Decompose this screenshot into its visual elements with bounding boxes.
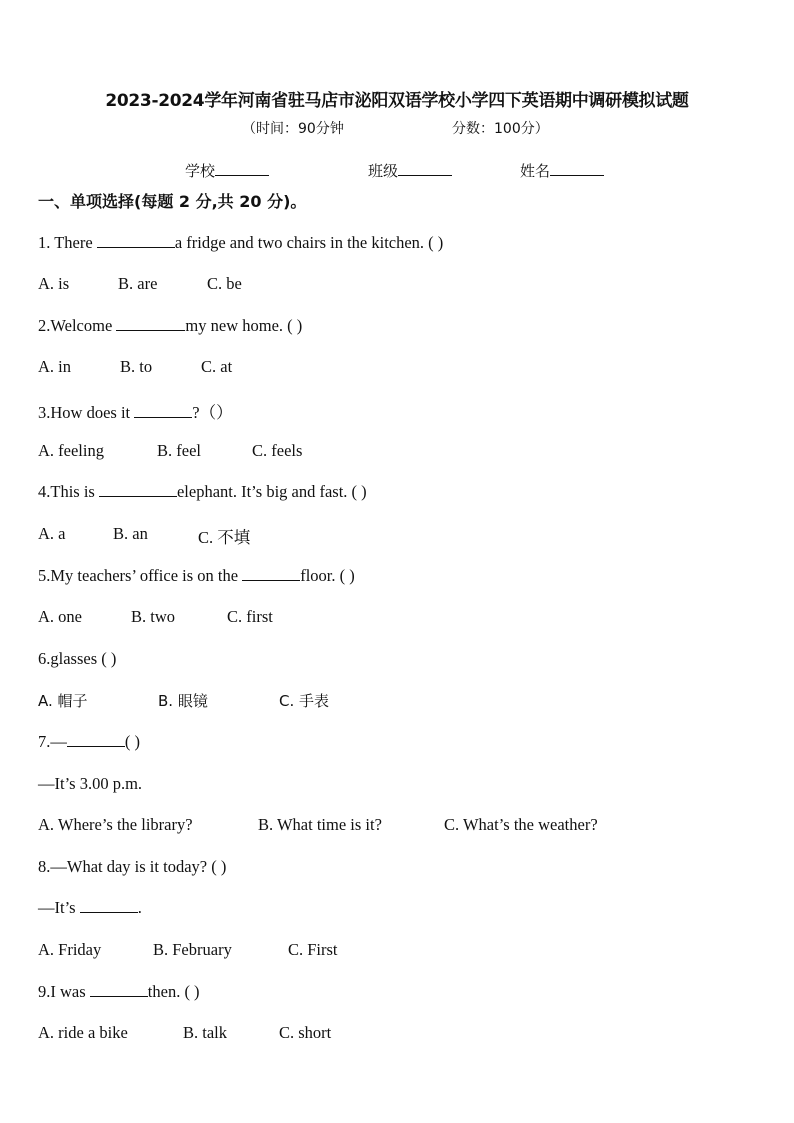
question-1-blank[interactable] <box>97 233 175 248</box>
question-9-option-a[interactable]: A. ride a bike <box>38 1023 128 1042</box>
question-1-option-a[interactable]: A. is <box>38 274 70 293</box>
class-field <box>368 160 452 181</box>
question-7-reply: —It’s 3.00 p.m. <box>38 774 143 793</box>
question-9-stem: 9.I was then. ( ) <box>38 982 200 1001</box>
school-blank[interactable] <box>215 160 269 176</box>
question-7-option-a[interactable]: A. Where’s the library? <box>38 815 193 834</box>
section-title: 一、单项选择(每题 2 分,共 20 分)。 <box>38 192 307 211</box>
school-field <box>185 160 269 181</box>
question-4-option-b[interactable]: B. an <box>113 524 148 543</box>
question-5-option-a[interactable]: A. one <box>38 607 82 626</box>
question-6-stem: 6.glasses ( ) <box>38 649 117 668</box>
question-7-stem: 7.— ( ) <box>38 732 140 751</box>
question-6-option-b[interactable]: B. 眼镜 <box>158 692 208 710</box>
question-4-blank[interactable] <box>99 482 177 497</box>
question-8-option-c[interactable]: C. First <box>288 940 338 959</box>
question-3-blank[interactable] <box>134 403 192 418</box>
question-5-blank[interactable] <box>242 566 300 581</box>
exam-title: 2023-2024学年河南省驻马店市泌阳双语学校小学四下英语期中调研模拟试题 <box>105 91 689 111</box>
question-5-stem: 5.My teachers’ office is on the floor. ( ) <box>38 566 355 585</box>
question-2-option-a[interactable]: A. in <box>38 357 71 376</box>
question-6-option-c[interactable]: C. 手表 <box>279 692 330 710</box>
question-8-reply: —It’s . <box>38 898 142 917</box>
question-5-option-c[interactable]: C. first <box>227 607 273 626</box>
name-field <box>520 160 604 181</box>
question-2-option-b[interactable]: B. to <box>120 357 153 376</box>
exam-time: （时间：90分钟 <box>242 121 344 137</box>
name-blank[interactable] <box>550 160 604 176</box>
class-blank[interactable] <box>398 160 452 176</box>
question-1-option-c[interactable]: C. be <box>207 274 242 293</box>
question-1-option-b[interactable]: B. are <box>118 274 158 293</box>
question-8-option-b[interactable]: B. February <box>153 940 232 959</box>
question-7-option-b[interactable]: B. What time is it? <box>258 815 382 834</box>
question-4-option-c[interactable]: C. 不填 <box>198 528 251 547</box>
question-7-option-c[interactable]: C. What’s the weather? <box>444 815 598 834</box>
name-label: 姓名 <box>520 162 551 180</box>
class-label: 班级 <box>368 162 399 180</box>
question-4-stem: 4.This is elephant. It’s big and fast. ( ) <box>38 482 367 501</box>
question-1-stem: 1. There a fridge and two chairs in the kitchen. ( ) <box>38 233 444 252</box>
question-3-option-c[interactable]: C. feels <box>252 441 303 460</box>
question-3-option-a[interactable]: A. feeling <box>38 441 104 460</box>
question-3-option-b[interactable]: B. feel <box>157 441 201 460</box>
question-7-blank[interactable] <box>67 732 125 747</box>
question-2-option-c[interactable]: C. at <box>201 357 233 376</box>
question-5-option-b[interactable]: B. two <box>131 607 176 626</box>
question-8-blank[interactable] <box>80 898 138 913</box>
question-3-stem: 3.How does it ?（） <box>38 403 233 422</box>
question-8-option-a[interactable]: A. Friday <box>38 940 102 959</box>
question-9-option-b[interactable]: B. talk <box>183 1023 227 1042</box>
question-9-blank[interactable] <box>90 982 148 997</box>
question-2-stem: 2.Welcome my new home. ( ) <box>38 316 303 335</box>
question-8-stem: 8.—What day is it today? ( ) <box>38 857 227 876</box>
question-2-blank[interactable] <box>116 316 185 331</box>
question-6-option-a[interactable]: A. 帽子 <box>38 692 88 710</box>
question-9-option-c[interactable]: C. short <box>279 1023 332 1042</box>
school-label: 学校 <box>185 162 216 180</box>
question-4-option-a[interactable]: A. a <box>38 524 66 543</box>
exam-score: 分数：100分） <box>452 121 549 137</box>
